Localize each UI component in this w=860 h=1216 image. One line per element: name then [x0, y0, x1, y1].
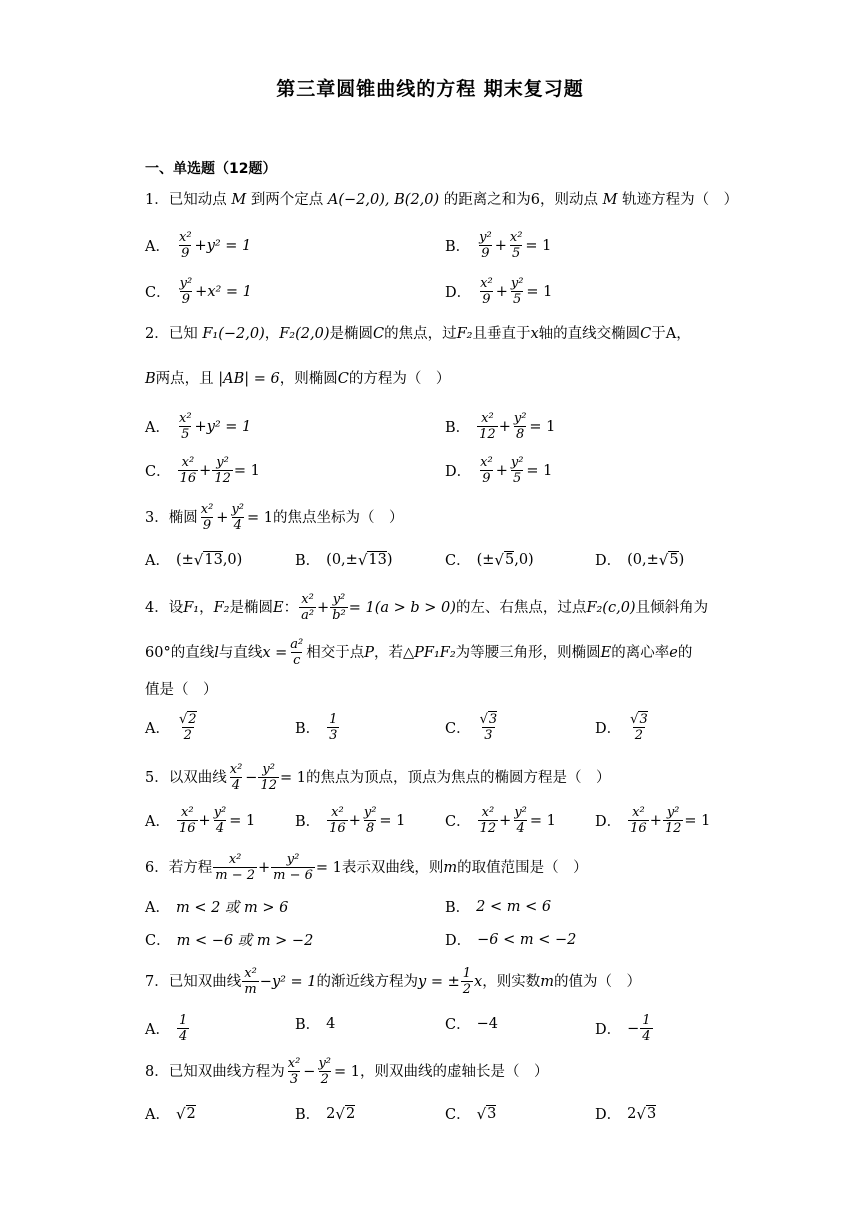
operator: + — [199, 462, 212, 479]
q-text: 的焦点为顶点，顶点为焦点的椭圆方程是（ ） — [305, 769, 611, 786]
equation-rest: y² = 1 — [206, 418, 252, 435]
fraction: $\frac{\text{x²}}{16}$ — [179, 455, 197, 486]
fraction: $\frac{\text{y²}}{\text{b²}}$ — [332, 592, 346, 623]
q-text: ， — [264, 326, 280, 342]
sqrt-icon: √ — [357, 550, 368, 569]
equation-rest: y² = 1 — [206, 237, 252, 254]
q-number: 3． — [145, 509, 169, 526]
q-text: 的焦点，过 — [384, 326, 457, 342]
q-text: 是椭圆 — [229, 599, 273, 616]
point-m: M — [231, 192, 247, 208]
q1-option-d[interactable] — [445, 276, 552, 307]
fraction: $\frac{\text{y²}}{5}$ — [510, 276, 524, 307]
operator: + — [498, 418, 511, 435]
option-label: B． — [295, 1017, 321, 1033]
q4-option-b[interactable] — [295, 712, 340, 743]
option-text: 4 — [326, 1015, 336, 1032]
fraction: $\frac{\text{y²}}{4}$ — [514, 805, 527, 836]
sqrt-icon: √ — [636, 1104, 646, 1123]
fraction: $\frac{\text{y²}}{12}$ — [260, 762, 277, 793]
q7-option-d[interactable] — [595, 1013, 654, 1044]
equation-rest: = 1 — [529, 812, 556, 829]
equation-rest: = 1 — [526, 283, 553, 300]
fraction: $\frac{\text{y²}}{12}$ — [664, 805, 682, 836]
focus-f2-coords: F₂(c,0) — [586, 599, 636, 616]
fraction: $\frac{\text{x²}}{12}$ — [479, 411, 496, 442]
option-label: C． — [145, 464, 171, 480]
option-text: −6 < m < −2 — [477, 931, 577, 948]
radicand: 5 — [669, 552, 679, 568]
q-text: ，则动点 — [540, 192, 599, 208]
sqrt-icon: √ — [630, 712, 639, 727]
option-label: D． — [595, 721, 622, 737]
coord-suffix: ) — [386, 551, 393, 568]
q6-option-c[interactable] — [145, 929, 313, 950]
q-text: 的焦点坐标为（ ） — [272, 509, 404, 526]
q-text: 到两个定点 — [250, 192, 324, 208]
q-text: 轨迹方程为（ ） — [622, 192, 739, 208]
q2-option-a[interactable] — [145, 411, 251, 442]
option-label: C． — [445, 721, 471, 737]
option-label: B． — [295, 553, 321, 569]
focus-f1: F₁(−2,0) — [202, 326, 265, 342]
variable-m: m — [540, 973, 554, 990]
option-label: D． — [595, 1107, 622, 1123]
fraction: $\frac{\text{x²}}{3}$ — [287, 1056, 301, 1087]
q4-option-c[interactable] — [445, 712, 500, 743]
asymptote: y = ± — [418, 973, 460, 990]
equation-rest: = 1 — [247, 509, 273, 526]
q-text: 若方程 — [168, 859, 213, 876]
section-heading: 一、单选题（12题） — [145, 161, 277, 177]
option-label: B． — [445, 900, 471, 916]
option-label: C． — [445, 1107, 471, 1123]
option-label: C． — [145, 285, 171, 301]
point-p: P — [364, 644, 375, 661]
option-label: B． — [295, 1107, 321, 1123]
equation-rest: = 1 — [684, 812, 711, 829]
coefficient: 2 — [627, 1105, 637, 1122]
q3-option-d[interactable] — [595, 549, 684, 570]
option-label: D． — [445, 933, 472, 949]
option-label: A． — [145, 814, 170, 830]
q2-option-b[interactable] — [445, 411, 555, 442]
equation-rest: = 1 — [279, 769, 306, 786]
sqrt-icon: √ — [178, 712, 188, 727]
q6-option-b[interactable] — [445, 896, 551, 917]
q-text: 已知动点 — [168, 192, 227, 208]
fraction: $\frac{√3}{2}$ — [630, 712, 648, 743]
option-label: C． — [145, 933, 171, 949]
fraction: $\frac{\text{x²}}{9}$ — [200, 502, 214, 533]
q-text: 相交于点 — [306, 644, 365, 661]
option-label: B． — [295, 721, 321, 737]
fraction: $\frac{1}{2}$ — [462, 966, 472, 997]
option-label: C． — [445, 814, 471, 830]
sqrt-icon: √ — [175, 1104, 186, 1123]
equation-rest: = 1 — [233, 462, 260, 479]
fraction: $\frac{\text{x²}}{5}$ — [509, 230, 523, 261]
fraction: $\frac{\text{y²}}{m - 6}$ — [273, 852, 313, 883]
q7-option-a[interactable] — [145, 1013, 190, 1044]
q3-option-a[interactable] — [145, 549, 242, 570]
q-text: ： — [283, 599, 299, 616]
fraction: $\frac{\text{y²}}{5}$ — [510, 455, 524, 486]
focus-f2: F₂(2,0) — [279, 326, 330, 342]
fraction: $\frac{\text{x²}}{4}$ — [229, 762, 243, 793]
question-6 — [145, 852, 725, 883]
eccentricity-e: e — [669, 644, 678, 661]
focus-f2: F₂ — [456, 326, 473, 342]
option-label: D． — [595, 814, 622, 830]
q-text: 的取值范围是（ ） — [457, 859, 588, 876]
q5-option-c[interactable] — [445, 805, 556, 836]
equation-rest: = 1 — [525, 237, 552, 254]
q-text: 的左、右焦点，过点 — [455, 599, 587, 616]
radicand: 2 — [186, 1106, 196, 1122]
q-number: 4． — [145, 599, 169, 616]
operator: + — [348, 812, 361, 829]
operator: + — [494, 237, 507, 254]
x-axis: x — [530, 326, 539, 342]
question-1 — [145, 189, 739, 211]
equation-rest: = 1 — [526, 462, 553, 479]
q3-option-b[interactable] — [295, 549, 393, 570]
ellipse-e: E — [272, 599, 284, 616]
fraction: $\frac{1}{4}$ — [642, 1013, 651, 1044]
q-text: 表示双曲线，则 — [341, 859, 444, 876]
point-a: A — [665, 326, 677, 342]
fraction: $\frac{\text{x²}}{12}$ — [479, 805, 497, 836]
question-8 — [145, 1056, 725, 1087]
q-text: ，则实数 — [482, 973, 541, 990]
radicand: 3 — [646, 1106, 657, 1122]
operator: + — [649, 812, 662, 829]
q7-option-c[interactable] — [445, 1013, 498, 1034]
fraction: $\frac{\text{y²}}{4}$ — [213, 805, 227, 836]
option-label: A． — [145, 721, 170, 737]
question-2-line-2 — [145, 368, 725, 390]
question-2-line-1 — [145, 323, 725, 345]
q-text: 已知双曲线 — [168, 973, 242, 990]
equation-rest: y² = 1 — [271, 973, 317, 990]
q-text: ，则椭圆 — [279, 371, 338, 387]
q-text: 且垂直于 — [472, 326, 531, 342]
coord-prefix: (0,± — [627, 551, 659, 568]
option-text: m < 2 或 m > 6 — [175, 900, 289, 916]
point-b: B — [145, 371, 156, 387]
coord-prefix: (0,± — [326, 551, 358, 568]
fraction: $\frac{√2}{2}$ — [178, 712, 197, 743]
option-label: D． — [445, 464, 472, 480]
ellipse-c: C — [640, 326, 652, 342]
equation-rest: = 1 — [334, 1063, 360, 1080]
coefficient: 2 — [326, 1105, 336, 1122]
q8-option-b[interactable] — [295, 1103, 355, 1124]
equation-rest: = 1 — [529, 418, 556, 435]
q4-option-d[interactable] — [595, 712, 651, 743]
q-number: 7． — [145, 973, 169, 990]
option-label: A． — [145, 1107, 170, 1123]
operator: − — [303, 1063, 316, 1080]
point-m: M — [602, 192, 618, 208]
fraction: $\frac{\text{y²}}{9}$ — [479, 230, 492, 261]
q2-option-c[interactable] — [145, 455, 260, 486]
coord-suffix: ) — [678, 551, 685, 568]
fraction: $\frac{\text{x²}}{5}$ — [178, 411, 192, 442]
equation-rest: = 1 — [315, 859, 342, 876]
points-ab: A(−2,0), B(2,0) — [327, 192, 440, 208]
line-x: x = — [262, 644, 288, 661]
operator: + — [258, 859, 271, 876]
variable-x: x — [474, 973, 483, 990]
option-label: A． — [145, 900, 170, 916]
ellipse-condition: = 1(a > b > 0) — [348, 599, 456, 616]
option-label: B． — [445, 420, 471, 436]
coord-suffix: ,0) — [222, 551, 243, 568]
q-text: 轴的直线交椭圆 — [538, 326, 641, 342]
option-text: 2 < m < 6 — [476, 898, 552, 915]
q-text: 已知 — [168, 326, 198, 342]
fraction: $\frac{√3}{3}$ — [479, 712, 498, 743]
operator: + — [198, 812, 211, 829]
sqrt-icon: √ — [335, 1104, 345, 1123]
fraction: $\frac{\text{x²}}{9}$ — [480, 455, 493, 486]
operator: + — [195, 283, 208, 300]
q-text: 为等腰三角形，则椭圆 — [455, 644, 601, 661]
option-label: A． — [145, 1022, 170, 1038]
operator: + — [499, 812, 512, 829]
operator: − — [245, 769, 258, 786]
fraction: $\frac{\text{a²}}{c}$ — [290, 637, 304, 668]
option-label: A． — [145, 553, 170, 569]
q-text: 的渐近线方程为 — [316, 973, 419, 990]
radicand: 13 — [204, 552, 223, 568]
variable-m: m — [443, 859, 458, 876]
q-text: 于 — [651, 326, 666, 342]
q-text: ， — [676, 326, 691, 342]
line-l: l — [214, 644, 219, 661]
q-text: 设 — [168, 599, 184, 616]
fraction: $\frac{\text{y²}}{4}$ — [231, 502, 244, 533]
q6-option-a[interactable] — [145, 896, 288, 917]
q-text: 的值为（ ） — [553, 973, 641, 990]
distance-sum: 6 — [530, 192, 541, 208]
option-text: m < −6 或 m > −2 — [176, 933, 314, 949]
q6-option-d[interactable] — [445, 929, 576, 950]
operator: + — [495, 283, 508, 300]
coord-prefix: (± — [175, 551, 194, 568]
q-text: 60°的直线 — [145, 644, 215, 661]
equation-rest: = 1 — [229, 812, 256, 829]
q1-option-a[interactable] — [145, 230, 251, 261]
equation-rest: x² = 1 — [207, 283, 252, 300]
fraction: $\frac{1}{4}$ — [178, 1013, 188, 1044]
question-4-line-3: 值是（ ） — [145, 682, 218, 698]
q-text: 的 — [677, 644, 693, 661]
q-text: 的距离之和为 — [443, 192, 531, 208]
fraction: $\frac{\text{y²}}{8}$ — [513, 411, 527, 442]
option-label: C． — [445, 1017, 471, 1033]
fraction: $\frac{\text{x²}}{m - 2}$ — [215, 852, 255, 883]
fraction: $\frac{\text{y²}}{2}$ — [318, 1056, 331, 1087]
question-4-line-2 — [145, 637, 725, 668]
radicand: 13 — [368, 552, 387, 568]
q4-option-a[interactable] — [145, 712, 200, 743]
operator: + — [495, 462, 508, 479]
fraction: $\frac{\text{y²}}{12}$ — [214, 455, 231, 486]
question-5 — [145, 762, 725, 793]
q-text: 椭圆 — [168, 509, 198, 526]
q5-option-a[interactable] — [145, 805, 255, 836]
equation-rest: = 1 — [379, 812, 406, 829]
page-title: 第三章圆锥曲线的方程 期末复习题 — [276, 78, 584, 100]
option-text: −4 — [476, 1015, 498, 1032]
radicand: 3 — [487, 1106, 497, 1122]
q-number: 6． — [145, 859, 169, 876]
q-text: ， — [199, 599, 214, 616]
fraction: $\frac{\text{x²}}{9}$ — [480, 276, 493, 307]
operator: + — [216, 509, 229, 526]
q-text: 的方程为（ ） — [348, 371, 451, 387]
operator: + — [194, 237, 207, 254]
fraction: $\frac{\text{y²}}{9}$ — [179, 276, 193, 307]
ellipse-e: E — [600, 644, 612, 661]
option-label: D． — [595, 553, 622, 569]
q-text: 与直线 — [218, 644, 263, 661]
q-number: 5． — [145, 769, 169, 786]
operator: + — [194, 418, 207, 435]
operator: − — [259, 973, 272, 990]
q1-option-c[interactable] — [145, 276, 252, 307]
sqrt-icon: √ — [658, 550, 669, 569]
fraction: $\frac{1}{3}$ — [329, 712, 338, 743]
q-number: 1． — [145, 192, 169, 208]
option-label: D． — [445, 285, 472, 301]
sqrt-icon: √ — [193, 550, 204, 569]
chord-length: |AB| = 6 — [218, 371, 280, 387]
negative-sign: − — [627, 1020, 640, 1037]
option-label: C． — [445, 553, 471, 569]
option-label: D． — [595, 1022, 622, 1038]
q-text: 以双曲线 — [168, 769, 227, 786]
coord-prefix: (± — [476, 551, 495, 568]
q-text: 已知双曲线方程为 — [168, 1063, 285, 1080]
fraction: $\frac{\text{y²}}{8}$ — [363, 805, 377, 836]
focus-f2: F₂ — [213, 599, 230, 616]
q-text: 的离心率 — [611, 644, 670, 661]
q-number: 2． — [145, 326, 169, 342]
q8-option-a[interactable] — [145, 1103, 196, 1124]
focus-f1: F₁ — [183, 599, 200, 616]
sqrt-icon: √ — [476, 1104, 487, 1123]
coord-suffix: ,0) — [514, 551, 534, 568]
option-label: A． — [145, 420, 170, 436]
triangle: △PF₁F₂ — [403, 644, 456, 661]
ellipse-c: C — [337, 371, 349, 387]
fraction: $\frac{\text{x²}}{16}$ — [630, 805, 647, 836]
question-4-line-1 — [145, 592, 725, 623]
fraction: $\frac{\text{x²}}{m}$ — [244, 966, 257, 997]
question-3 — [145, 502, 725, 533]
fraction: $\frac{\text{x²}}{9}$ — [178, 230, 192, 261]
q-text: 且倾斜角为 — [635, 599, 709, 616]
option-label: A． — [145, 239, 170, 255]
q2-option-d[interactable] — [445, 455, 552, 486]
q8-option-d[interactable] — [595, 1103, 656, 1124]
q-text: 两点，且 — [155, 371, 214, 387]
fraction: $\frac{\text{x²}}{16}$ — [178, 805, 196, 836]
q-text: ，若 — [374, 644, 404, 661]
q-text: 是椭圆 — [329, 326, 373, 342]
sqrt-icon: √ — [494, 550, 504, 569]
fraction: $\frac{\text{x²}}{\text{a²}}$ — [301, 592, 315, 623]
q8-option-c[interactable] — [445, 1103, 496, 1124]
radicand: 2 — [345, 1106, 356, 1122]
radicand: 5 — [504, 552, 515, 568]
q1-option-b[interactable] — [445, 230, 551, 261]
fraction: $\frac{\text{x²}}{16}$ — [329, 805, 346, 836]
q-text: ，则双曲线的虚轴长是（ ） — [359, 1063, 549, 1080]
q-number: 8． — [145, 1063, 169, 1080]
ellipse-c: C — [373, 326, 385, 342]
q3-option-c[interactable] — [445, 549, 534, 570]
sqrt-icon: √ — [479, 712, 488, 727]
operator: + — [317, 599, 330, 616]
question-7 — [145, 966, 725, 997]
q5-option-b[interactable] — [295, 805, 405, 836]
q5-option-d[interactable] — [595, 805, 710, 836]
q7-option-b[interactable] — [295, 1013, 335, 1034]
option-label: B． — [295, 814, 321, 830]
option-label: B． — [445, 239, 471, 255]
